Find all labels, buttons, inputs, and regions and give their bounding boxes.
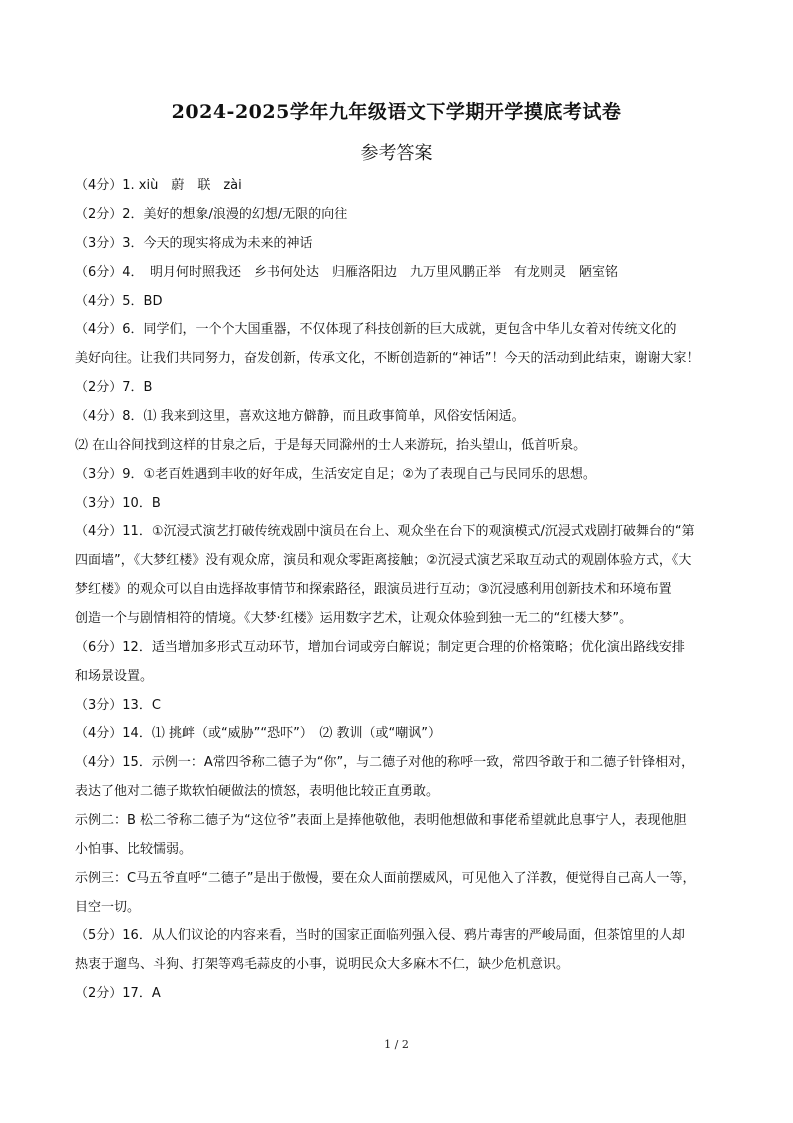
- answer-line-11-cont-3: 创造一个与剧情相符的情境。《大梦·红楼》运用数字艺术，让观众体验到独一无二的“红楼大梦”。: [75, 611, 633, 626]
- answer-line-15-example-2-cont: 小怕事、比较懦弱。: [75, 842, 193, 857]
- answer-line-14: （4分）14．⑴ 挑衅（或“威胁”“恐吓”） ⑵ 教训（或“嘲讽”）: [75, 726, 441, 741]
- answer-line-15-cont: 表达了他对二德子欺软怕硬做法的愤怒，表明他比较正直勇敢。: [75, 784, 440, 799]
- answer-line-16: （5分）16．从人们议论的内容来看，当时的国家正面临列强入侵、鸦片毒害的严峻局面，但茶馆里的人却: [75, 928, 685, 943]
- answer-line-12: （6分）12．适当增加多形式互动环节，增加台词或旁白解说；制定更合理的价格策略；优化演出路线安排: [75, 640, 685, 655]
- page-number: 1 / 2: [384, 1038, 409, 1051]
- answer-line-3: （3分）3．今天的现实将成为未来的神话: [75, 236, 313, 251]
- answer-line-7: （2分）7．B: [75, 380, 153, 395]
- answer-line-6-cont: 美好向往。让我们共同努力，奋发创新，传承文化，不断创造新的“神话”！今天的活动到此结束，谢谢大家！: [75, 351, 700, 366]
- answer-line-6: （4分）6．同学们，一个个大国重器，不仅体现了科技创新的巨大成就，更包含中华儿女着对传统文化的: [75, 322, 677, 337]
- answer-line-4: （6分）4． 明月何时照我还 乡书何处达 归雁洛阳边 九万里风鹏正举 有龙则灵 陋室铭: [75, 265, 619, 280]
- answer-line-11-cont-2: 梦红楼》的观众可以自由选择故事情节和探索路径，跟演员进行互动；③沉浸感利用创新技术和环境布置: [75, 582, 672, 597]
- answer-line-5: （4分）5．BD: [75, 294, 163, 309]
- answer-line-2: （2分）2．美好的想象/浪漫的幻想/无限的向往: [75, 207, 348, 222]
- answer-line-17: （2分）17．A: [75, 986, 161, 1001]
- answer-line-15-example-3-cont: 目空一切。: [75, 900, 141, 915]
- answer-line-15-example-2: 示例二：B 松二爷称二德子为“这位爷”表面上是捧他敬他，表明他想做和事佬希望就此息事宁人，表现他胆: [75, 813, 687, 828]
- page-title: 2024-2025学年九年级语文下学期开学摸底考试卷: [171, 101, 622, 123]
- answer-line-15: （4分）15．示例一：A常四爷称二德子为“你”，与二德子对他的称呼一致，常四爷敢于和二德子针锋相对，: [75, 755, 695, 770]
- answer-line-8-part2: ⑵ 在山谷间找到这样的甘泉之后，于是每天同滁州的士人来游玩，抬头望山，低首听泉。: [75, 438, 587, 453]
- page-subtitle: 参考答案: [360, 143, 433, 164]
- answer-line-16-cont: 热衷于遛鸟、斗狗、打架等鸡毛蒜皮的小事，说明民众大多麻木不仁，缺少危机意识。: [75, 957, 570, 972]
- answer-line-8: （4分）8．⑴ 我来到这里，喜欢这地方僻静，而且政事简单，风俗安恬闲适。: [75, 409, 525, 424]
- answer-line-11: （4分）11．①沉浸式演艺打破传统戏剧中演员在台上、观众坐在台下的观演模式/沉浸式戏剧打破舞台的“第: [75, 524, 695, 539]
- answer-line-12-cont: 和场景设置。: [75, 669, 154, 684]
- answer-line-13: （3分）13．C: [75, 698, 161, 713]
- answer-line-15-example-3: 示例三：C马五爷直呼“二德子”是出于傲慢，要在众人面前摆威风，可见他入了洋教，便觉得自己高人一等，: [75, 871, 696, 886]
- answer-line-9: （3分）9．①老百姓遇到丰收的好年成，生活安定自足；②为了表现自己与民同乐的思想。: [75, 467, 596, 482]
- answer-line-10: （3分）10．B: [75, 496, 161, 511]
- answer-line-1: （4分）1. xiù 蔚 联 zài: [75, 178, 242, 193]
- answer-line-11-cont-1: 四面墙”，《大梦红楼》没有观众席，演员和观众零距离接触；②沉浸式演艺采取互动式的观剧体验方式，《大: [75, 553, 692, 568]
